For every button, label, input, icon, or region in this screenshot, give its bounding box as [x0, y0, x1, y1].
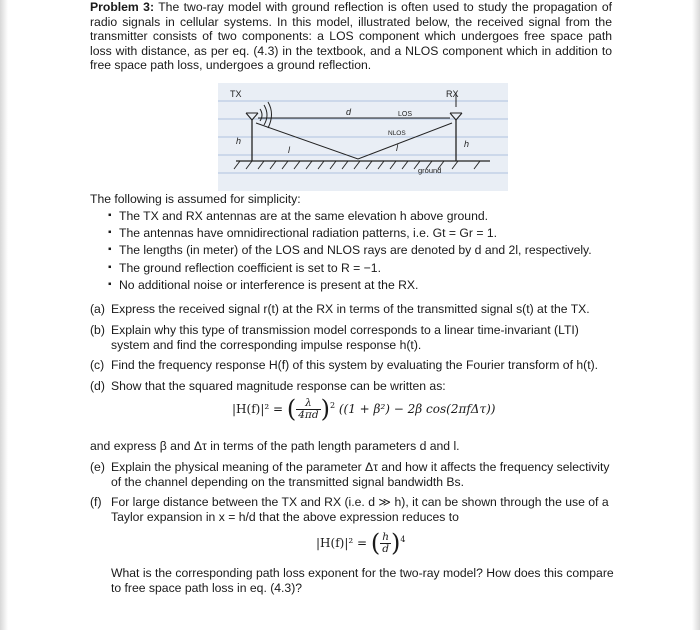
right-edge-shadow: [692, 0, 700, 630]
question-a-label: (a): [90, 302, 105, 316]
nlos-label: NLOS: [388, 130, 406, 137]
equation-large-distance: [316, 529, 406, 558]
assumption-item: ▪ The lengths (in meter) of the LOS and NLOS rays are denoted by d and 2l, respectively.: [108, 243, 628, 260]
question-b-text: Explain why this type of transmission model corresponds to a linear time-invariant (LTI) system and find the corresponding impulse response h(t).: [111, 323, 579, 352]
eq2-fraction: [380, 532, 391, 555]
question-c-label: (c): [90, 358, 105, 372]
eq2-close-paren: ): [390, 529, 401, 558]
question-f-label: (f): [90, 495, 102, 509]
question-e-label: (e): [90, 460, 105, 474]
question-d: [90, 379, 618, 394]
h-right-label: h: [464, 139, 470, 149]
assumption-item: ▪ The TX and RX antennas are at the same elevation h above ground.: [108, 209, 628, 226]
assumption-item: ▪ The ground reflection coefficient is set to R = −1.: [108, 261, 628, 278]
l-right-label: l: [396, 143, 398, 153]
question-a-text: Express the received signal r(t) at the RX in terms of the transmitted signal s(t) at the TX.: [111, 302, 590, 316]
assumptions-heading: The following is assumed for simplicity:: [90, 192, 301, 206]
question-b-label: (b): [90, 323, 105, 337]
problem-title: Problem 3:: [90, 0, 155, 14]
d-label: d: [346, 107, 352, 117]
question-d-text: Show that the squared magnitude response can be written as:: [111, 379, 446, 393]
los-label: LOS: [398, 111, 413, 118]
two-ray-diagram: [218, 83, 508, 191]
eq2-lhs: |H(f)|² =: [316, 536, 368, 550]
eq1-exponent: 2: [329, 401, 336, 410]
question-c-text: Find the frequency response H(f) of this system by evaluating the Fourier transform of h(t).: [111, 358, 599, 372]
eq1-open-paren: (: [286, 395, 297, 424]
eq2-denominator: d: [382, 543, 389, 555]
assumption-item: ▪ No additional noise or interference is present at the RX.: [108, 278, 628, 295]
eq1-fraction: [296, 398, 320, 421]
eq1-close-paren: ): [320, 395, 330, 424]
question-d-followup: [90, 439, 618, 454]
eq1-rhs: ((1 + β²) − 2β cos(2πfΔτ)): [338, 402, 496, 416]
question-a: [90, 302, 618, 317]
question-f-text: For large distance between the TX and RX (i.e. d ≫ h), it can be shown through the use of a Taylor expansion in x = h/d that the above expression reduces to: [111, 495, 609, 524]
question-f-after: What is the corresponding path loss exponent for the two-ray model? How does this compare to free space path loss in eq. (4.3)?: [111, 566, 614, 595]
question-c: [90, 358, 618, 373]
eq2-exponent: 4: [400, 535, 406, 544]
eq2-numerator: h: [382, 531, 389, 543]
question-d-label: (d): [90, 379, 105, 393]
eq1-numerator: λ: [305, 397, 312, 409]
question-e-text: Explain the physical meaning of the parameter Δτ and how it affects the frequency selectivity of the channel depending on the transmitted signal bandwidth Bs.: [111, 460, 610, 489]
eq1-denominator: 4πd: [298, 409, 319, 421]
question-f: [90, 495, 618, 524]
rx-label: RX: [446, 89, 459, 99]
equation-squared-magnitude: [232, 395, 496, 424]
problem-intro: [90, 0, 612, 73]
left-edge-shadow: [0, 0, 8, 630]
question-f-followup: [111, 566, 618, 595]
question-d-after: and express β and Δτ in terms of the path length parameters d and l.: [90, 439, 460, 453]
problem-intro-text: The two-ray model with ground reflection is often used to study the propagation of radio signals in cellular systems. In this model, illustrated below, the received signal from the transmitter consists of two components: a LOS component which undergoes free space path loss with distance, as per eq. (4.3) in the textbook, and a NLOS component which in addition to free space path loss, undergoes a ground reflection.: [90, 0, 612, 73]
eq2-open-paren: (: [370, 529, 381, 558]
eq1-lhs: |H(f)|² =: [232, 402, 284, 416]
question-b: [90, 323, 618, 352]
ground-label: ground: [418, 166, 442, 175]
tx-label: TX: [230, 89, 242, 99]
assumption-item: ▪ The antennas have omnidirectional radiation patterns, i.e. Gt = Gr = 1.: [108, 226, 628, 243]
question-e: [90, 460, 618, 489]
l-left-label: l: [288, 145, 290, 155]
h-left-label: h: [236, 136, 242, 146]
assumptions-list: [108, 209, 628, 295]
